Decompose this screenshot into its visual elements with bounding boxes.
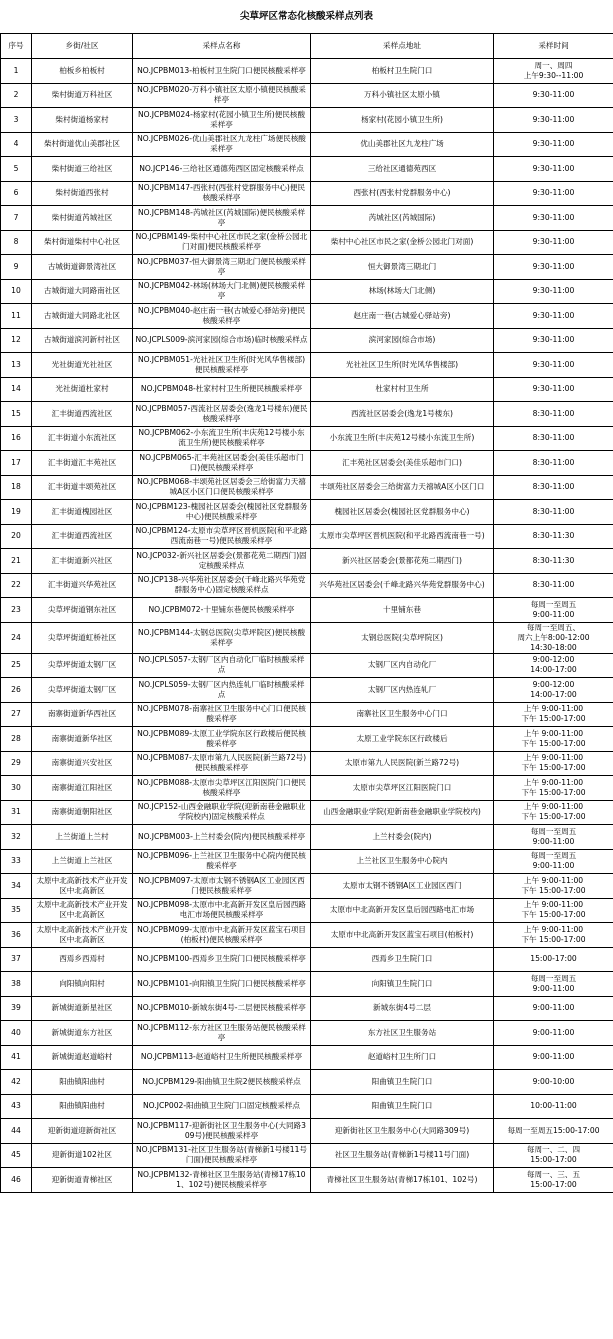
row-index: 41 [1,1045,32,1070]
table-row [1,874,613,899]
row-time: 每周一、二、四 15:00-17:00 [494,1143,613,1168]
header-point-name: 采样点名称 [133,34,311,59]
row-index: 38 [1,972,32,997]
row-address: 三给社区通德苑西区 [311,157,494,182]
row-point-name: NO.JCPBM040-赵庄南一巷(古城爱心驿站旁)便民核酸采样亭 [133,304,311,329]
row-time: 每周一、三、五 15:00-17:00 [494,1168,613,1193]
row-time: 8:30-11:00 [494,500,613,525]
row-point-name: NO.JCPBM024-杨家村(花园小镇卫生所)便民核酸采样亭 [133,108,311,133]
row-community: 尖草坪街道太钢厂区 [32,653,133,678]
row-index: 16 [1,426,32,451]
row-point-name: NO.JCPBM078-南寨社区卫生服务中心门口便民核酸采样亭 [133,702,311,727]
row-index: 46 [1,1168,32,1193]
row-index: 45 [1,1143,32,1168]
row-point-name: NO.JCPBM010-新城东街4号-二层便民核酸采样亭 [133,996,311,1021]
table-row [1,678,613,703]
table-row [1,475,613,500]
row-point-name: NO.JCPLS057-太钢厂区内自动化厂临时核酸采样点 [133,653,311,678]
header-time: 采样时间 [494,34,613,59]
row-community: 太原中北高新技术产业开发区中北高新区 [32,874,133,899]
header-community: 乡街/社区 [32,34,133,59]
row-point-name: NO.JCPBM147-西张村(西张村党群服务中心)便民核酸采样亭 [133,181,311,206]
row-time: 上午 9:00-11:00 下午 15:00-17:00 [494,727,613,752]
row-point-name: NO.JCPBM096-上兰社区卫生服务中心院内便民核酸采样亭 [133,849,311,874]
row-address: 光社社区卫生所(时光风华售楼部) [311,353,494,378]
table-row [1,549,613,574]
row-time: 9:30-11:00 [494,353,613,378]
row-community: 尖草坪街道虹桥社区 [32,622,133,653]
row-point-name: NO.JCPBM042-林场(林场大门北侧)便民核酸采样亭 [133,279,311,304]
row-address: 赵庄南一巷(古城爱心驿站旁) [311,304,494,329]
table-row [1,598,613,623]
row-time: 8:30-11:00 [494,573,613,598]
row-time: 9:30-11:00 [494,181,613,206]
table-row [1,83,613,108]
table-row [1,702,613,727]
row-address: 优山美郡社区九龙柱广场 [311,132,494,157]
row-time: 每周一至周五 9:00-11:00 [494,598,613,623]
row-address: 小东流卫生所(丰庆苑12号楼小东流卫生所) [311,426,494,451]
row-time: 每周一至周五 9:00-11:00 [494,972,613,997]
row-point-name: NO.JCPBM026-优山美郡社区九龙柱广场便民核酸采样亭 [133,132,311,157]
row-point-name: NO.JCPBM100-西焉乡卫生院门口便民核酸采样亭 [133,947,311,972]
row-index: 25 [1,653,32,678]
row-point-name: NO.JCP002-阳曲镇卫生院门口固定核酸采样点 [133,1094,311,1119]
row-time: 8:30-11:30 [494,549,613,574]
row-point-name: NO.JCPBM003-上兰村委会(院内)便民核酸采样亭 [133,825,311,850]
row-address: 太原市尖草坪区晋机医院(和平北路西流南巷一号) [311,524,494,549]
row-community: 古城街道御景湾社区 [32,255,133,280]
row-time: 9:00-10:00 [494,1070,613,1095]
row-time: 9:00-12:00 14:00-17:00 [494,653,613,678]
row-address: 新城东街4号二层 [311,996,494,1021]
row-time: 周一、周四 上午9:30--11:00 [494,59,613,84]
row-time: 9:30-11:00 [494,206,613,231]
row-index: 36 [1,923,32,948]
table-row [1,849,613,874]
row-point-name: NO.JCPBM129-阳曲镇卫生院2便民核酸采样点 [133,1070,311,1095]
row-address: 汇丰苑社区居委会(美佳乐超市门口) [311,451,494,476]
row-address: 山西金融职业学院(迎新南巷金融职业学院校内) [311,800,494,825]
row-community: 汇丰街道小东流社区 [32,426,133,451]
row-time: 9:00-11:00 [494,1021,613,1046]
row-community: 汇丰街道西流社区 [32,524,133,549]
row-point-name: NO.JCPBM048-杜家村村卫生所便民核酸采样亭 [133,377,311,402]
row-community: 柴村街道柴村中心社区 [32,230,133,255]
row-community: 太原中北高新技术产业开发区中北高新区 [32,898,133,923]
row-community: 汇丰街道西流社区 [32,402,133,427]
row-community: 迎新街道迎新街社区 [32,1119,133,1144]
row-address: 太原市中北高新开发区皇后园西路电汇市场 [311,898,494,923]
row-community: 光社街道杜家村 [32,377,133,402]
row-index: 15 [1,402,32,427]
row-time: 上午 9:00-11:00 下午 15:00-17:00 [494,751,613,776]
row-address: 太钢总医院(尖草坪院区) [311,622,494,653]
row-index: 7 [1,206,32,231]
row-time: 8:30-11:00 [494,475,613,500]
table-row [1,328,613,353]
row-point-name: NO.JCPBM112-东方社区卫生服务站便民核酸采样亭 [133,1021,311,1046]
table-row [1,825,613,850]
row-time: 9:30-11:00 [494,328,613,353]
table-row [1,279,613,304]
row-index: 28 [1,727,32,752]
row-point-name: NO.JCPBM149-柴村中心社区市民之家(金桥公园北门对面)便民核酸采样亭 [133,230,311,255]
row-address: 兴华苑社区居委会(千峰北路兴华苑党群服务中心) [311,573,494,598]
table-row [1,1070,613,1095]
row-community: 柴村街道西张村 [32,181,133,206]
row-address: 太钢厂区内热连轧厂 [311,678,494,703]
row-address: 东方社区卫生服务站 [311,1021,494,1046]
row-point-name: NO.JCP138-兴华苑社区居委会(千峰北路兴华苑党群服务中心)固定核酸采样点 [133,573,311,598]
row-time: 9:30-11:00 [494,255,613,280]
table-row [1,255,613,280]
row-address: 西流社区居委会(逸龙1号楼东) [311,402,494,427]
row-community: 新城街道东方社区 [32,1021,133,1046]
row-point-name: NO.JCPBM013-柏板村卫生院门口便民核酸采样亭 [133,59,311,84]
row-time: 上午 9:00-11:00 下午 15:00-17:00 [494,776,613,801]
row-address: 十里铺东巷 [311,598,494,623]
row-point-name: NO.JCP152-山西金融职业学院(迎新南巷金融职业学院校内)固定核酸采样点 [133,800,311,825]
row-address: 阳曲镇卫生院门口 [311,1070,494,1095]
row-address: 万科小镇社区太原小镇 [311,83,494,108]
row-index: 3 [1,108,32,133]
row-community: 古城街道大同路南社区 [32,279,133,304]
row-point-name: NO.JCPBM065-汇丰苑社区居委会(美佳乐超市门口)便民核酸采样亭 [133,451,311,476]
row-point-name: NO.JCPBM062-小东流卫生所(丰庆苑12号楼小东流卫生所)便民核酸采样亭 [133,426,311,451]
row-community: 光社街道光社社区 [32,353,133,378]
row-address: 林场(林场大门北侧) [311,279,494,304]
row-address: 太原市尖草坪区江阳医院门口 [311,776,494,801]
row-point-name: NO.JCPBM132-青梯社区卫生服务站(青梯17栋101、102号)便民核酸采样亭 [133,1168,311,1193]
row-index: 39 [1,996,32,1021]
row-time: 9:30-11:00 [494,83,613,108]
table-row [1,1094,613,1119]
row-point-name: NO.JCPBM068-丰颂苑社区居委会三给街富力天禧城A区小区门口便民核酸采样亭 [133,475,311,500]
row-community: 西焉乡西焉村 [32,947,133,972]
row-time: 上午 9:00-11:00 下午 15:00-17:00 [494,923,613,948]
table-row [1,230,613,255]
row-index: 19 [1,500,32,525]
table-row [1,500,613,525]
row-point-name: NO.JCPBM131-社区卫生服务站(青梯新1号楼11号门面)便民核酸采样亭 [133,1143,311,1168]
row-address: 芮城社区(芮城国际) [311,206,494,231]
row-index: 9 [1,255,32,280]
row-time: 每周一至周五、 周六上午8:00-12:00 14:30-18:00 [494,622,613,653]
row-address: 赵道峪村卫生所门口 [311,1045,494,1070]
table-row [1,751,613,776]
row-index: 40 [1,1021,32,1046]
row-address: 太钢厂区内自动化厂 [311,653,494,678]
row-community: 尖草坪街道钢东社区 [32,598,133,623]
row-community: 古城街道滨河新村社区 [32,328,133,353]
row-address: 迎新街社区卫生服务中心(大同路309号) [311,1119,494,1144]
row-point-name: NO.JCPBM123-槐园社区居委会(槐园社区党群服务中心)便民核酸采样亭 [133,500,311,525]
row-point-name: NO.JCPBM099-太原市中北高新开发区蓝宝石项目(柏板村)便民核酸采样亭 [133,923,311,948]
row-community: 新城街道赵道峪村 [32,1045,133,1070]
row-time: 9:30-11:00 [494,377,613,402]
row-community: 柴村街道优山美郡社区 [32,132,133,157]
row-index: 20 [1,524,32,549]
row-community: 尖草坪街道太钢厂区 [32,678,133,703]
row-point-name: NO.JCPBM088-太原市尖草坪区江阳医院门口便民核酸采样亭 [133,776,311,801]
row-community: 汇丰街道兴华苑社区 [32,573,133,598]
row-time: 9:30-11:00 [494,157,613,182]
row-address: 向阳镇卫生院门口 [311,972,494,997]
row-time: 8:30-11:00 [494,402,613,427]
row-time: 每周一至周五 9:00-11:00 [494,825,613,850]
row-community: 汇丰街道新兴社区 [32,549,133,574]
table-row [1,524,613,549]
row-index: 11 [1,304,32,329]
row-community: 汇丰街道槐园社区 [32,500,133,525]
row-address: 丰颂苑社区居委会三给街富力天禧城A区小区门口 [311,475,494,500]
page-title: 尖草坪区常态化核酸采样点列表 [239,11,373,22]
table-row [1,1168,613,1193]
row-time: 8:30-11:00 [494,451,613,476]
row-address: 社区卫生服务站(青梯新1号楼11号门面) [311,1143,494,1168]
row-index: 37 [1,947,32,972]
table-row [1,451,613,476]
row-community: 柴村街道芮城社区 [32,206,133,231]
table-row [1,353,613,378]
row-community: 柴村街道万科社区 [32,83,133,108]
row-address: 西焉乡卫生院门口 [311,947,494,972]
row-index: 22 [1,573,32,598]
row-community: 新城街道新星社区 [32,996,133,1021]
row-point-name: NO.JCPBM087-太原市第九人民医院(新兰路72号)便民核酸采样亭 [133,751,311,776]
row-community: 南寨街道兴安社区 [32,751,133,776]
table-row [1,1119,613,1144]
row-index: 30 [1,776,32,801]
table-row [1,996,613,1021]
row-index: 8 [1,230,32,255]
row-address: 槐园社区居委会(槐园社区党群服务中心) [311,500,494,525]
row-point-name: NO.JCPBM101-向阳镇卫生院门口便民核酸采样亭 [133,972,311,997]
row-index: 6 [1,181,32,206]
row-address: 滨河家园(综合市场) [311,328,494,353]
table-header-row [1,34,613,59]
row-time: 9:00-11:00 [494,1045,613,1070]
row-community: 太原中北高新技术产业开发区中北高新区 [32,923,133,948]
row-community: 柏板乡柏板村 [32,59,133,84]
row-address: 太原市中北高新开发区蓝宝石项目(柏板村) [311,923,494,948]
table-row [1,157,613,182]
table-row [1,800,613,825]
row-point-name: NO.JCPBM148-芮城社区(芮城国际)便民核酸采样亭 [133,206,311,231]
row-index: 21 [1,549,32,574]
table-row [1,1045,613,1070]
row-index: 42 [1,1070,32,1095]
row-time: 8:30-11:30 [494,524,613,549]
table-row [1,108,613,133]
row-point-name: NO.JCPBM037-恒大御景湾三期北门便民核酸采样亭 [133,255,311,280]
row-address: 太原工业学院东区行政楼后 [311,727,494,752]
row-community: 汇丰街道丰颂苑社区 [32,475,133,500]
row-community: 古城街道大同路北社区 [32,304,133,329]
row-point-name: NO.JCPBM097-太原市太钢不锈钢A区工业园区西门便民核酸采样亭 [133,874,311,899]
table-row [1,653,613,678]
row-point-name: NO.JCPBM124-太原市尖草坪区晋机医院(和平北路西流南巷一号)便民核酸采样亭 [133,524,311,549]
row-point-name: NO.JCPBM117-迎新街社区卫生服务中心(大同路309号)便民核酸采样亭 [133,1119,311,1144]
row-index: 43 [1,1094,32,1119]
table-row [1,947,613,972]
table-row [1,923,613,948]
row-index: 27 [1,702,32,727]
row-time: 上午 9:00-11:00 下午 15:00-17:00 [494,874,613,899]
row-time: 9:30-11:00 [494,230,613,255]
row-community: 上兰街道上兰村 [32,825,133,850]
row-address: 杜家村村卫生所 [311,377,494,402]
row-index: 14 [1,377,32,402]
row-time: 9:30-11:00 [494,132,613,157]
row-index: 17 [1,451,32,476]
table-row [1,402,613,427]
row-time: 每周一至周五15:00-17:00 [494,1119,613,1144]
row-point-name: NO.JCP146-三给社区通德苑西区固定核酸采样点 [133,157,311,182]
row-index: 32 [1,825,32,850]
row-index: 13 [1,353,32,378]
row-index: 35 [1,898,32,923]
row-time: 9:30-11:00 [494,108,613,133]
row-point-name: NO.JCPBM020-万科小镇社区太原小镇便民核酸采样亭 [133,83,311,108]
row-index: 33 [1,849,32,874]
table-row [1,426,613,451]
sampling-points-table [0,33,613,1193]
table-row [1,898,613,923]
table-row [1,972,613,997]
row-point-name: NO.JCPBM051-光社社区卫生所(时光风华售楼部)便民核酸采样亭 [133,353,311,378]
row-time: 15:00-17:00 [494,947,613,972]
row-time: 9:00-12:00 14:00-17:00 [494,678,613,703]
table-row [1,776,613,801]
row-address: 柏板村卫生院门口 [311,59,494,84]
row-index: 44 [1,1119,32,1144]
row-point-name: NO.JCPLS059-太钢厂区内热连轧厂临时核酸采样点 [133,678,311,703]
row-time: 上午 9:00-11:00 下午 15:00-17:00 [494,800,613,825]
row-time: 10:00-11:00 [494,1094,613,1119]
table-row [1,206,613,231]
table-row [1,622,613,653]
row-index: 24 [1,622,32,653]
row-address: 阳曲镇卫生院门口 [311,1094,494,1119]
row-time: 9:00-11:00 [494,996,613,1021]
table-row [1,304,613,329]
table-row [1,132,613,157]
row-address: 太原市第九人民医院(新兰路72号) [311,751,494,776]
row-community: 阳曲镇阳曲村 [32,1070,133,1095]
row-index: 34 [1,874,32,899]
row-community: 向阳镇向阳村 [32,972,133,997]
row-point-name: NO.JCPBM089-太原工业学院东区行政楼后便民核酸采样亭 [133,727,311,752]
row-address: 柴村中心社区市民之家(金桥公园北门对面) [311,230,494,255]
row-index: 31 [1,800,32,825]
row-index: 29 [1,751,32,776]
row-index: 2 [1,83,32,108]
row-point-name: NO.JCPBM072-十里铺东巷便民核酸采样亭 [133,598,311,623]
row-community: 上兰街道上兰社区 [32,849,133,874]
row-community: 迎新街道青梯社区 [32,1168,133,1193]
row-point-name: NO.JCPBM113-赵道峪村卫生所便民核酸采样亭 [133,1045,311,1070]
row-point-name: NO.JCPLS009-滨河家园(综合市场)临时核酸采样点 [133,328,311,353]
table-row [1,1021,613,1046]
row-community: 柴村街道三给社区 [32,157,133,182]
row-address: 西张村(西张村党群服务中心) [311,181,494,206]
row-time: 9:30-11:00 [494,304,613,329]
table-row [1,727,613,752]
row-index: 12 [1,328,32,353]
row-address: 南寨社区卫生服务中心门口 [311,702,494,727]
row-address: 新兴社区居委会(景都花苑二期西门) [311,549,494,574]
row-address: 上兰村委会(院内) [311,825,494,850]
row-community: 阳曲镇阳曲村 [32,1094,133,1119]
row-index: 23 [1,598,32,623]
row-time: 9:30-11:00 [494,279,613,304]
row-point-name: NO.JCPBM057-西流社区居委会(逸龙1号楼东)便民核酸采样亭 [133,402,311,427]
header-address: 采样点地址 [311,34,494,59]
row-address: 太原市太钢不锈钢A区工业园区西门 [311,874,494,899]
row-time: 上午 9:00-11:00 下午 15:00-17:00 [494,702,613,727]
header-index: 序号 [1,34,32,59]
table-row [1,181,613,206]
table-row [1,377,613,402]
row-community: 南寨街道新华西社区 [32,702,133,727]
row-index: 1 [1,59,32,84]
row-index: 26 [1,678,32,703]
row-community: 南寨街道江阳社区 [32,776,133,801]
row-index: 5 [1,157,32,182]
table-row [1,573,613,598]
row-community: 迎新街道102社区 [32,1143,133,1168]
row-time: 上午 9:00-11:00 下午 15:00-17:00 [494,898,613,923]
row-address: 杨家村(花园小镇卫生所) [311,108,494,133]
row-community: 南寨街道朝阳社区 [32,800,133,825]
row-community: 柴村街道杨家村 [32,108,133,133]
table-row [1,59,613,84]
row-community: 汇丰街道汇丰苑社区 [32,451,133,476]
row-address: 恒大御景湾三期北门 [311,255,494,280]
row-point-name: NO.JCPBM098-太原市中北高新开发区皇后园西路电汇市场便民核酸采样亭 [133,898,311,923]
row-time: 每周一至周五 9:00-11:00 [494,849,613,874]
table-row [1,1143,613,1168]
row-index: 10 [1,279,32,304]
row-address: 上兰社区卫生服务中心院内 [311,849,494,874]
row-point-name: NO.JCP032-新兴社区居委会(景都花苑二期西门)固定核酸采样点 [133,549,311,574]
row-index: 18 [1,475,32,500]
row-community: 南寨街道新华社区 [32,727,133,752]
row-index: 4 [1,132,32,157]
row-point-name: NO.JCPBM144-太钢总医院(尖草坪院区)便民核酸采样亭 [133,622,311,653]
row-address: 青梯社区卫生服务站(青梯17栋101、102号) [311,1168,494,1193]
row-time: 8:30-11:00 [494,426,613,451]
